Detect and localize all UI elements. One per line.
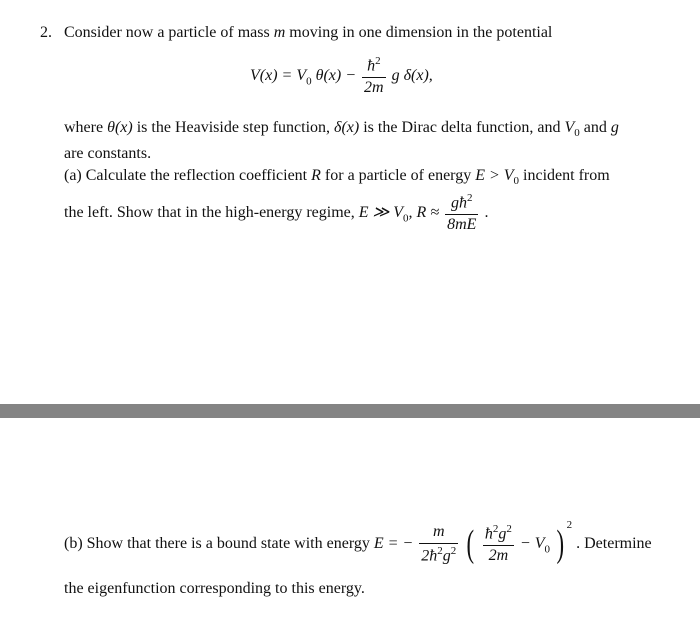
frac1-den-sup1: 2 <box>437 544 443 557</box>
right-paren: ) <box>556 523 565 566</box>
energy-equation: E = − <box>373 535 414 553</box>
part-a-label: (a) Calculate the reflection coefficient <box>64 167 308 184</box>
energy-condition: E > V <box>475 167 514 184</box>
part-b-end: . Determine <box>576 535 652 553</box>
where-text-2: is the Heaviside step function, <box>136 119 331 136</box>
r-approx: , R ≈ <box>408 204 440 222</box>
frac-den: 2m <box>364 79 384 97</box>
frac2-num-sup1: 2 <box>492 523 499 535</box>
part-b-line1 <box>64 518 652 566</box>
r-symbol: R <box>311 167 321 184</box>
section-divider <box>0 404 700 418</box>
equation-theta: θ(x) − <box>315 67 357 85</box>
frac2-den: 2m <box>488 547 509 565</box>
hbar-over-2m-fraction <box>362 56 386 97</box>
problem-statement-line1 <box>40 24 552 42</box>
part-a-period: . <box>484 204 489 222</box>
minus-v0: − V <box>519 535 545 553</box>
part-b-label: (b) Show that there is a bound state with energy <box>64 535 370 553</box>
delta-symbol: δ(x) <box>334 119 360 136</box>
reflection-frac-num: għ <box>451 194 468 212</box>
frac1-num: m <box>432 523 445 540</box>
problem-number: 2. <box>40 24 52 41</box>
bound-state-fraction-2 <box>483 524 514 565</box>
reflection-frac-num-sup: 2 <box>467 192 473 204</box>
part-b-line2: the eigenfunction corresponding to this energy. <box>64 580 365 597</box>
high-energy-condition: E ≫ V <box>358 204 404 222</box>
frac1-den-g: g <box>442 547 451 565</box>
frac-num: ħ <box>367 57 376 75</box>
potential-equation <box>250 56 433 97</box>
high-energy-condition-sub: 0 <box>403 212 409 225</box>
theta-symbol: θ(x) <box>107 119 133 136</box>
frac2-num: ħ <box>484 525 493 543</box>
part-a-line2-text: the left. Show that in the high-energy regime, <box>64 204 355 222</box>
left-paren: ( <box>466 523 475 566</box>
part-a-line2 <box>64 193 488 234</box>
frac1-den-sup2: 2 <box>450 544 457 557</box>
part-a-line1 <box>64 167 610 187</box>
intro-text: Consider now a particle of mass <box>64 24 270 41</box>
bound-state-fraction-1 <box>419 524 458 565</box>
g-symbol: g <box>610 119 619 136</box>
mass-symbol: m <box>273 24 286 41</box>
frac2-num-sup2: 2 <box>506 523 512 535</box>
frac2-num-g: g <box>498 525 507 543</box>
where-text-3: is the Dirac delta function, and <box>363 119 561 136</box>
where-text-1: where <box>64 119 104 136</box>
where-line <box>64 119 619 139</box>
minus-v0-sub: 0 <box>544 543 550 556</box>
frac-num-sup: 2 <box>375 55 381 67</box>
equation-lhs-sub: 0 <box>306 75 312 88</box>
v0-sub: 0 <box>574 127 580 140</box>
reflection-fraction <box>445 193 478 234</box>
intro-end-text: moving in one dimension in the potential <box>289 24 553 41</box>
equation-lhs: V(x) = V <box>250 67 307 85</box>
part-a-end: incident from <box>523 167 610 184</box>
frac1-den: 2ħ <box>421 547 438 565</box>
constants-line: are constants. <box>64 145 152 162</box>
power-exponent: 2 <box>566 518 573 531</box>
equation-tail: g δ(x), <box>391 67 433 85</box>
v0-symbol: V <box>564 119 575 136</box>
energy-condition-sub: 0 <box>513 175 520 188</box>
part-a-mid: for a particle of energy <box>324 167 472 184</box>
reflection-frac-den: 8mE <box>447 216 477 234</box>
where-text-4: and <box>583 119 607 136</box>
